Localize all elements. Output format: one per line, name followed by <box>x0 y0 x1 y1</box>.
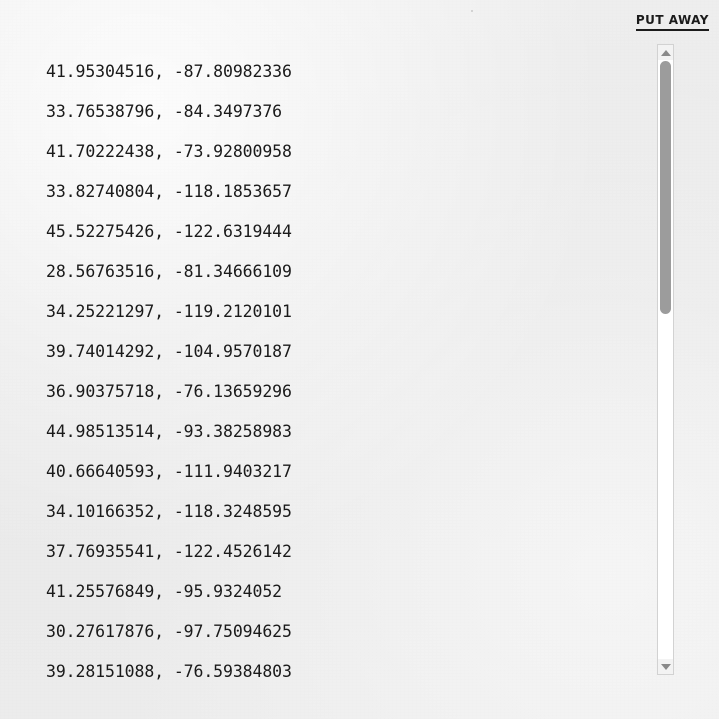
list-item[interactable]: 34.25221297, -119.2120101 <box>46 302 292 321</box>
list-item[interactable]: 44.98513514, -93.38258983 <box>46 422 292 441</box>
background-speck <box>471 10 473 12</box>
list-item[interactable]: 45.52275426, -122.6319444 <box>46 222 292 241</box>
chevron-down-icon <box>661 664 671 670</box>
vertical-scrollbar[interactable] <box>657 44 674 675</box>
list-item[interactable]: 33.76538796, -84.3497376 <box>46 102 283 121</box>
list-item[interactable]: 39.28151088, -76.59384803 <box>46 662 292 681</box>
chevron-up-icon <box>661 50 671 56</box>
list-item[interactable]: 34.10166352, -118.3248595 <box>46 502 292 521</box>
list-item[interactable]: 30.27617876, -97.75094625 <box>46 622 292 641</box>
scrollbar-thumb[interactable] <box>660 61 671 314</box>
list-item[interactable]: 39.74014292, -104.9570187 <box>46 342 292 361</box>
list-item[interactable]: 41.70222438, -73.92800958 <box>46 142 292 161</box>
list-item[interactable]: 36.90375718, -76.13659296 <box>46 382 292 401</box>
coordinate-list <box>46 52 639 719</box>
list-item[interactable]: 40.66640593, -111.9403217 <box>46 462 292 481</box>
list-item[interactable]: 41.25576849, -95.9324052 <box>46 582 283 601</box>
put-away-button[interactable]: PUT AWAY <box>636 14 709 31</box>
list-item[interactable]: 37.76935541, -122.4526142 <box>46 542 292 561</box>
scroll-down-arrow-icon[interactable] <box>658 659 673 674</box>
scroll-up-arrow-icon[interactable] <box>658 45 673 60</box>
list-item[interactable]: 41.95304516, -87.80982336 <box>46 62 292 81</box>
list-item[interactable]: 28.56763516, -81.34666109 <box>46 262 292 281</box>
list-item[interactable]: 33.82740804, -118.1853657 <box>46 182 292 201</box>
